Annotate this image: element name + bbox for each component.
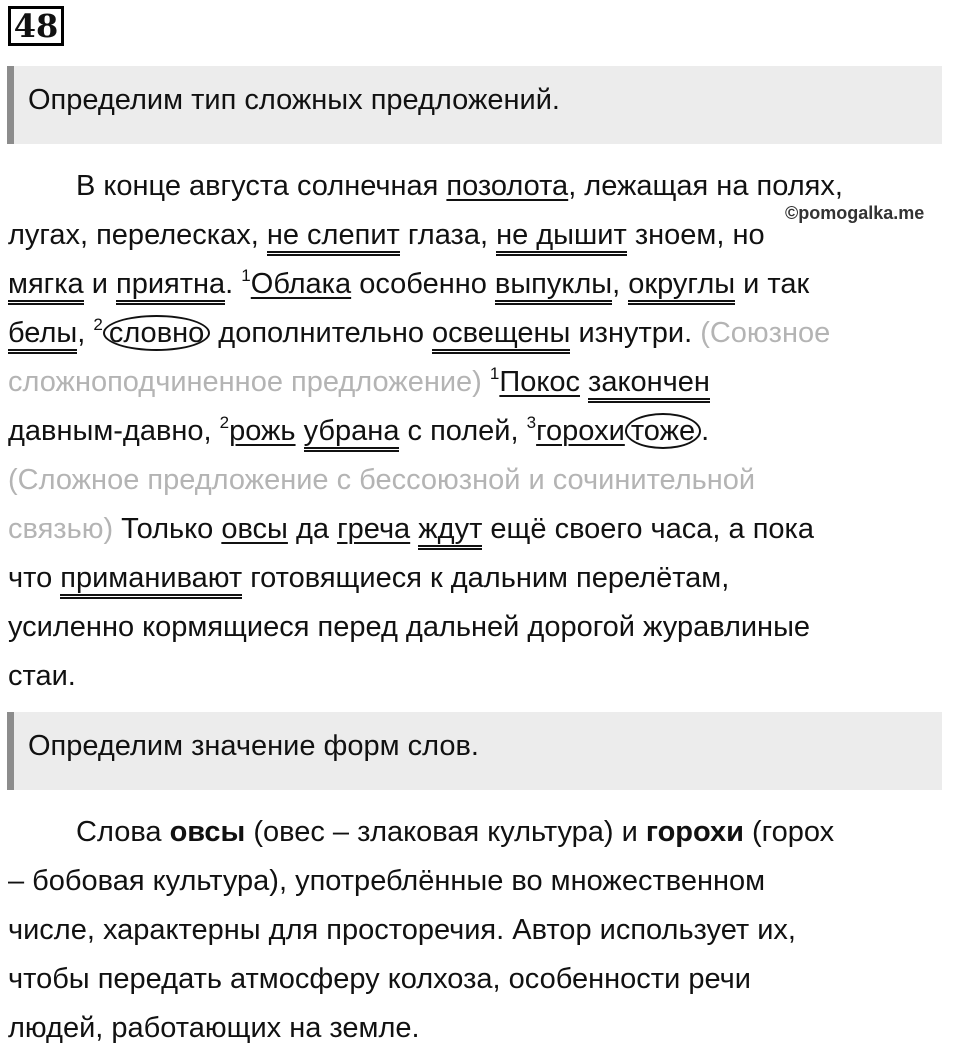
text-run: (овес – злаковая культура) и xyxy=(245,816,646,848)
text-run: – бобовая культура), употреблённые во множественном xyxy=(8,865,766,897)
text-line xyxy=(8,959,751,999)
clause-index: 1 xyxy=(489,364,500,383)
text-line xyxy=(8,313,830,353)
text-run: В конце августа солнечная xyxy=(76,170,447,202)
note-text: сложноподчиненное предложение) xyxy=(8,366,482,398)
text-run: давным-давно, xyxy=(8,415,220,447)
text-run: , xyxy=(612,268,629,300)
predicate-word: приятна xyxy=(116,268,225,305)
note-text: связью) xyxy=(8,513,114,545)
bold-word: овсы xyxy=(169,816,246,848)
text-line xyxy=(8,215,765,255)
text-run: (горох xyxy=(743,816,835,848)
note-text: (Союзное xyxy=(700,317,831,349)
text-run: да xyxy=(287,513,338,545)
text-line xyxy=(8,264,809,304)
text-run: чтобы передать атмосферу колхоза, особенности речи xyxy=(8,963,751,995)
subject-word: рожь xyxy=(229,415,296,447)
clause-index: 2 xyxy=(219,413,230,432)
text-line xyxy=(76,812,834,852)
predicate-word: убрана xyxy=(304,415,400,452)
section-title: Определим значение форм слов. xyxy=(28,730,479,762)
text-run: усиленно кормящиеся перед дальней дорогой журавлиные xyxy=(8,611,811,643)
text-run: лугах, перелесках, xyxy=(8,219,267,251)
text-run: , xyxy=(77,317,94,349)
clause-index: 1 xyxy=(241,266,251,285)
text-run xyxy=(580,366,588,398)
section-title: Определим тип сложных предложений. xyxy=(28,84,560,116)
text-line xyxy=(8,1008,420,1048)
subject-word: Покос xyxy=(499,366,580,398)
predicate-word: не слепит xyxy=(267,219,400,256)
text-line xyxy=(8,411,709,451)
predicate-word: ждут xyxy=(418,513,482,550)
predicate-word: выпуклы xyxy=(495,268,612,305)
conjunction-circled: словно xyxy=(103,315,210,351)
section-header-word-forms xyxy=(7,712,942,790)
clause-index: 2 xyxy=(93,315,103,334)
text-run: ещё своего часа, а пока xyxy=(482,513,815,545)
text-line xyxy=(8,460,755,500)
predicate-word: закончен xyxy=(588,366,710,403)
text-run: стаи. xyxy=(8,660,76,692)
text-run: и так xyxy=(735,268,810,300)
subject-word: позолота xyxy=(446,170,569,202)
predicate-word: не дышит xyxy=(496,219,627,256)
text-line xyxy=(8,656,76,696)
predicate-word: освещены xyxy=(432,317,570,354)
text-run xyxy=(482,366,490,398)
predicate-word: белы xyxy=(8,317,77,354)
subject-word: Облака xyxy=(250,268,352,300)
task-number: 48 xyxy=(8,6,64,46)
text-line xyxy=(8,607,810,647)
text-run: людей, работающих на земле. xyxy=(8,1012,420,1044)
predicate-word: округлы xyxy=(628,268,735,305)
text-line xyxy=(8,861,765,901)
text-run: и xyxy=(83,268,116,300)
text-run: Слова xyxy=(76,816,170,848)
watermark: ©pomogalka.me xyxy=(785,203,925,223)
bold-word: горохи xyxy=(645,816,744,848)
text-run xyxy=(296,415,304,447)
text-run: . xyxy=(701,415,710,447)
text-run: числе, характерны для просторечия. Автор использует их, xyxy=(8,914,796,946)
text-run: что xyxy=(8,562,61,594)
text-line xyxy=(8,558,729,598)
subject-word: овсы xyxy=(221,513,288,545)
section-header-sentence-type xyxy=(7,66,942,144)
predicate-word: приманивают xyxy=(60,562,242,599)
text-run: зноем, но xyxy=(626,219,765,251)
text-run: Только xyxy=(113,513,222,545)
text-run: особенно xyxy=(351,268,495,300)
text-run: . xyxy=(225,268,242,300)
subject-word: греча xyxy=(337,513,411,545)
text-run: изнутри. xyxy=(570,317,701,349)
subject-word: горохи xyxy=(536,415,625,447)
text-line xyxy=(8,509,814,549)
text-run: , лежащая на полях, xyxy=(568,170,843,202)
text-run: глаза, xyxy=(399,219,497,251)
note-text: (Сложное предложение с бессоюзной и сочинительной xyxy=(8,464,756,496)
text-run: дополнительно xyxy=(210,317,433,349)
conjunction-circled: тоже xyxy=(625,413,701,449)
text-run: готовящиеся к дальним перелётам, xyxy=(242,562,730,594)
text-line xyxy=(8,362,710,402)
text-run: с полей, xyxy=(399,415,527,447)
text-line xyxy=(76,166,843,206)
predicate-word: мягка xyxy=(8,268,84,305)
clause-index: 3 xyxy=(526,413,537,432)
text-line xyxy=(8,910,796,950)
